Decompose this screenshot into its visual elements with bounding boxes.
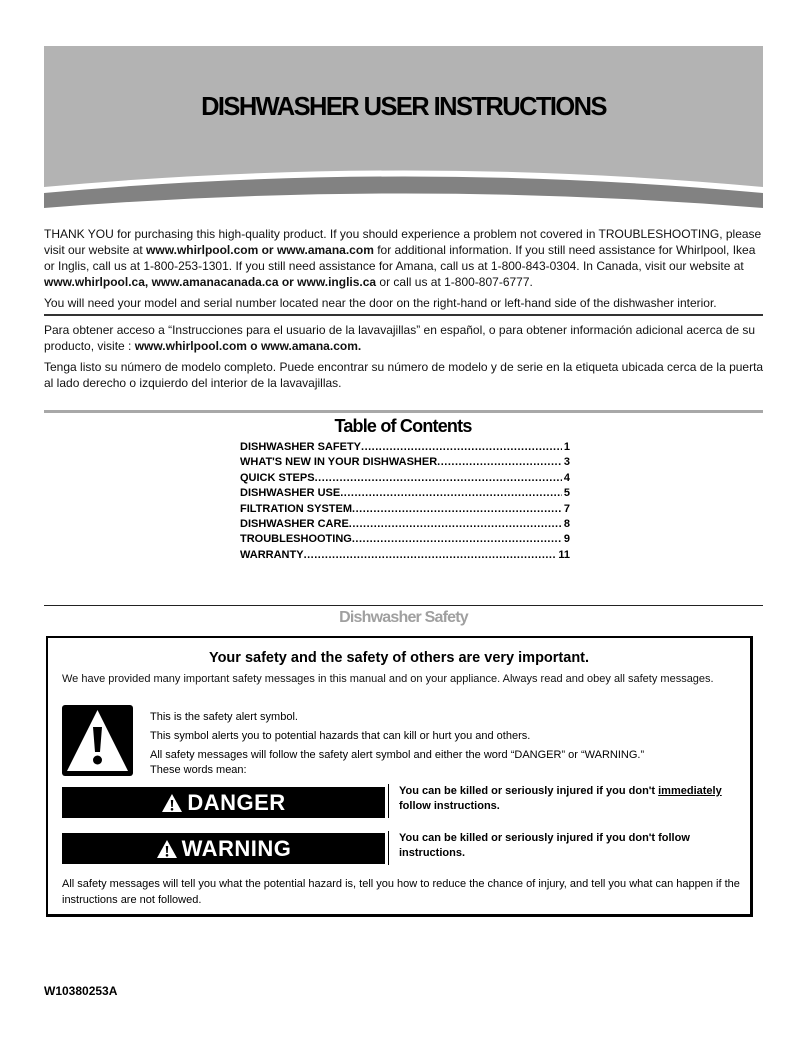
toc-label: TROUBLESHOOTING (240, 533, 352, 546)
warning-signal-word (62, 833, 385, 864)
document-part-number: W10380253A (44, 984, 118, 998)
divider (44, 410, 763, 413)
intro-text: for additional information. If you still need assistance for Whirlpool, Ikea or Inglis, call us at 1-800-253-1301. If you still need assistance for Amana, call us at 1-800-843-0304. In Canada, visit our website at (44, 243, 756, 273)
danger-emphasis: immediately (658, 785, 722, 797)
warning-text: instructions. (399, 847, 466, 859)
alert-line: This is the safety alert symbol. (150, 711, 298, 723)
danger-text: follow instructions. (399, 800, 500, 812)
toc-leader (340, 486, 562, 501)
intro-section (44, 226, 766, 311)
safety-box (46, 636, 753, 917)
intro-paragraph (44, 226, 766, 290)
alert-line: These words mean: (150, 764, 247, 776)
toc-leader (315, 471, 562, 486)
toc-item-dishwasher-care[interactable] (240, 517, 570, 532)
danger-description (388, 784, 754, 818)
document-title: DISHWASHER USER INSTRUCTIONS (201, 91, 606, 121)
toc-leader (352, 502, 562, 517)
toc-label: QUICK STEPS (240, 471, 315, 484)
toc-item-dishwasher-safety[interactable] (240, 440, 570, 455)
alert-explanation (150, 710, 750, 778)
intro-text: THANK YOU for purchasing this high-quality product. If you should experience a problem not covered in TROUBLESHOOTING, please visit our website at (44, 227, 762, 257)
warning-triangle-icon (156, 839, 178, 859)
toc-page: 9 (563, 533, 570, 546)
toc-label: DISHWASHER USE (240, 487, 341, 500)
intro-text: or call us at 1-800-807-6777. (376, 275, 533, 289)
toc-label: WHAT'S NEW IN YOUR DISHWASHER (240, 456, 438, 469)
warning-description (388, 831, 754, 865)
toc-page: 11 (558, 548, 570, 561)
safety-footer: All safety messages will tell you what the potential hazard is, tell you how to reduce the chance of injury, and tell you what can happen if the instructions are not followed. (62, 878, 740, 906)
spanish-website-link[interactable]: www.whirlpool.com o www.amana.com. (134, 339, 362, 353)
toc-leader (304, 548, 557, 563)
warning-label: WARNING (181, 835, 292, 861)
divider (44, 314, 763, 316)
header-banner (44, 46, 763, 208)
toc-title: Table of Contents (334, 416, 472, 436)
toc-leader (352, 532, 562, 547)
danger-text: You can be killed or seriously injured if you don't (399, 785, 659, 797)
toc-label: DISHWASHER CARE (240, 517, 349, 530)
toc-leader (349, 517, 562, 532)
warning-triangle-icon (161, 793, 183, 813)
safety-intro: We have provided many important safety messages in this manual and on your appliance. Always read and obey all safety messages. (62, 673, 714, 685)
toc-leader (437, 455, 562, 470)
spanish-paragraph (44, 322, 766, 354)
toc-label: FILTRATION SYSTEM (240, 502, 353, 515)
safety-alert-icon (62, 705, 133, 776)
toc-item-warranty[interactable] (240, 548, 570, 563)
safety-heading: Your safety and the safety of others are very important. (208, 650, 590, 666)
toc-page: 8 (563, 517, 570, 530)
banner-graphic (44, 46, 763, 208)
toc-page: 5 (563, 487, 570, 500)
alert-line: All safety messages will follow the safety alert symbol and either the word “DANGER” or “WARNING.” (150, 749, 645, 761)
website-link-canada[interactable]: www.whirlpool.ca, www.amanacanada.ca or www.inglis.ca (44, 275, 377, 289)
warning-text: You can be killed or seriously injured if you don't follow (399, 832, 690, 844)
danger-signal-word (62, 787, 385, 818)
toc-page: 4 (563, 471, 570, 484)
toc-item-troubleshooting[interactable] (240, 532, 570, 547)
toc-item-filtration-system[interactable] (240, 502, 570, 517)
table-of-contents (240, 440, 570, 563)
toc-label: DISHWASHER SAFETY (240, 441, 362, 453)
toc-leader (361, 440, 562, 455)
toc-page: 3 (563, 456, 570, 469)
spanish-model-note: Tenga listo su número de modelo completo. Puede encontrar su número de modelo y de serie en la etiqueta ubicada cerca de la puerta al lado derecho o izquierdo del interior de la lavavajillas. (44, 360, 764, 390)
toc-page: 1 (563, 441, 570, 453)
toc-item-quick-steps[interactable] (240, 471, 570, 486)
toc-item-dishwasher-use[interactable] (240, 486, 570, 501)
toc-label: WARRANTY (240, 548, 304, 561)
alert-line: This symbol alerts you to potential hazards that can kill or hurt you and others. (150, 730, 531, 742)
toc-item-whats-new[interactable] (240, 455, 570, 470)
divider (44, 605, 763, 606)
section-title: Dishwasher Safety (339, 609, 468, 626)
spanish-section (44, 322, 766, 391)
spanish-text: Para obtener acceso a “Instrucciones para el usuario de la lavavajillas” en español, o para obtener información adicional acerca de su producto, visite : (44, 323, 756, 353)
model-serial-note: You will need your model and serial number located near the door on the right-hand or left-hand side of the dishwasher interior. (44, 296, 717, 310)
toc-page: 7 (563, 502, 570, 515)
website-link-us[interactable]: www.whirlpool.com or www.amana.com (146, 243, 374, 257)
danger-label: DANGER (187, 789, 286, 815)
